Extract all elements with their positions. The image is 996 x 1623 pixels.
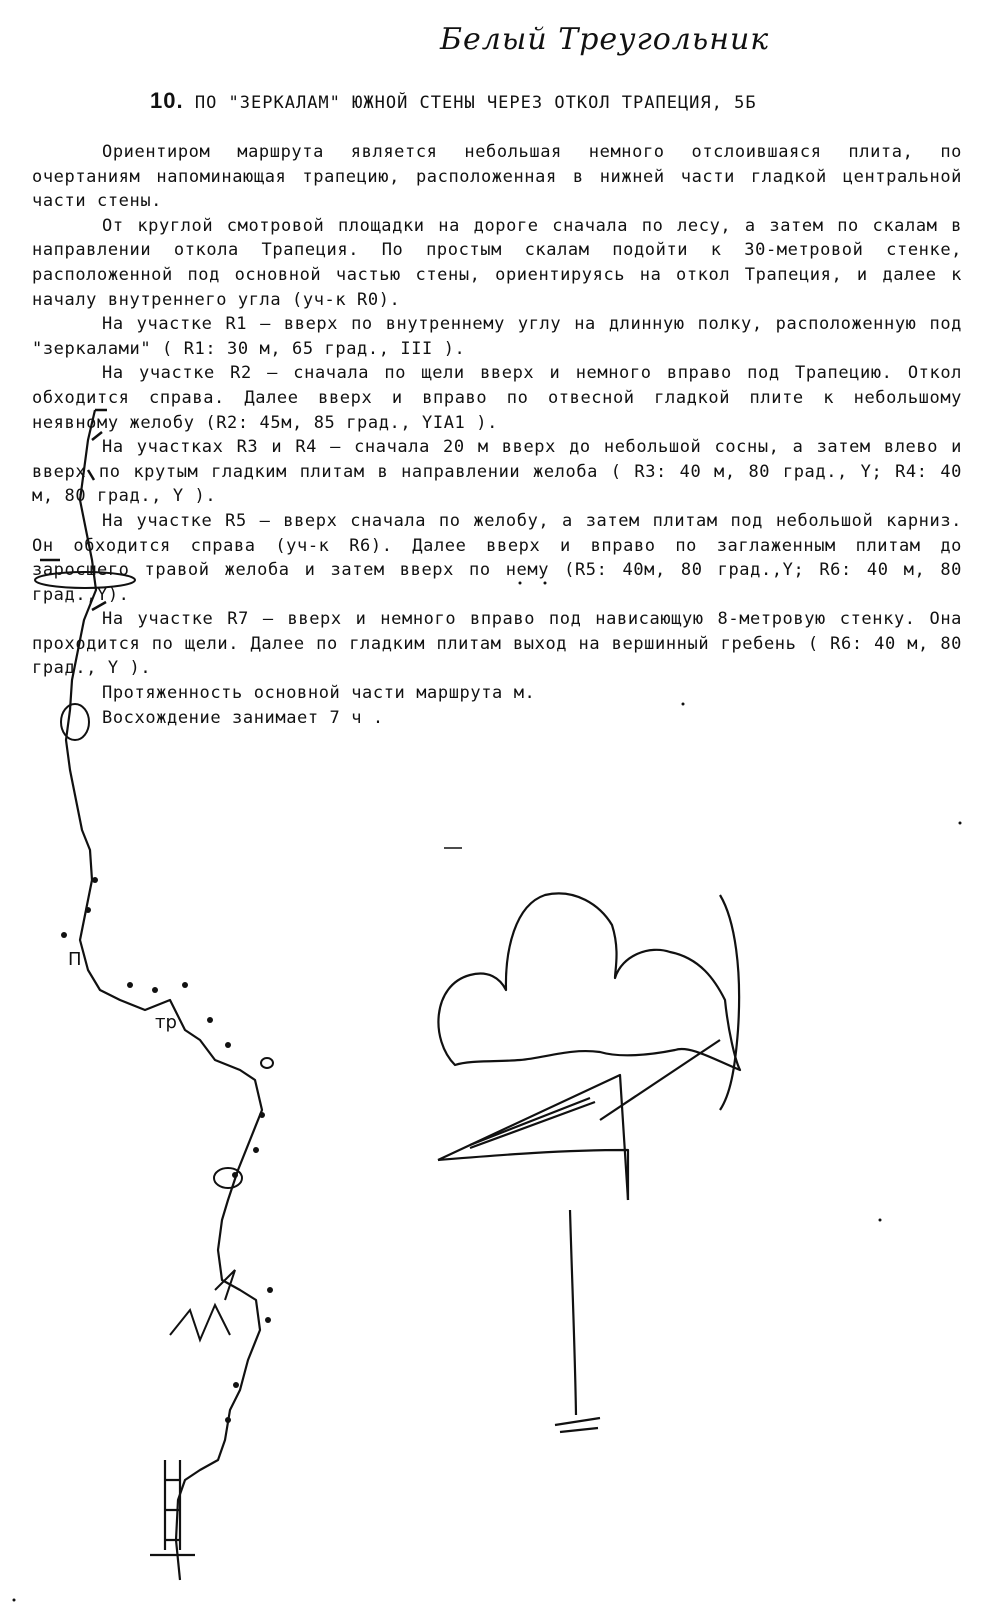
paragraph: На участке R7 – вверх и немного вправо под нависающую 8-метровую стенку. Она проходится по щели. Далее по гладким плитам выход на вершинный гребень ( R6: 40 м, 80 град., Y ). (32, 609, 962, 679)
route-number: 10. (150, 88, 184, 113)
tree-sketch (438, 893, 740, 1432)
label-p: П (68, 949, 82, 970)
dotted-route (61, 877, 273, 1423)
paragraph: На участке R1 – вверх по внутреннему углу на длинную полку, расположенную под "зеркалами" ( R1: 30 м, 65 град., III ). (32, 314, 962, 359)
paragraph: Протяженность основной части маршрута м. (102, 683, 536, 704)
label-tr: тр (155, 1012, 177, 1033)
paragraph: На участке R5 – вверх сначала по желобу, а затем плитам под небольшой карниз. Он обходится справа (уч-к R6). Далее вверх и вправо по заглаженным плитам до заросшего травой желоба и затем вверх по нему (R5: 40м, 80 град.,Y; R6: 40 м, 80 град.,Y). (32, 510, 962, 605)
paragraph: Восхождение занимает 7 ч . (102, 707, 384, 728)
handwritten-note: Белый Треугольник (440, 22, 770, 57)
route-title-text: ПО "ЗЕРКАЛАМ" ЮЖНОЙ СТЕНЫ ЧЕРЕЗ ОТКОЛ ТРАПЕЦИЯ, 5Б (194, 93, 757, 113)
paragraph: На участке R2 – сначала по щели вверх и немного вправо под Трапецию. Откол обходится справа. Далее вверх и вправо по отвесной гладкой плите к небольшому неявному желобу (R2: 45м, 85 град., YIA1 ). (32, 363, 962, 433)
route-line (66, 410, 262, 1580)
paragraph: На участках R3 и R4 – сначала 20 м вверх до небольшой сосны, а затем влево и вверх по крутым гладким плитам в направлении желоба ( R3: 40 м, 80 град., Y; R4: 40 м, 80 град., Y ). (32, 437, 962, 507)
paragraph: От круглой смотровой площадки на дороге сначала по лесу, а затем по скалам в направлении откола Трапеция. По простым скалам подойти к 30-метровой стенке, расположенной под основной частью стены, ориентируясь на откол Трапеция, и далее к началу внутреннего угла (уч-к R0). (32, 215, 962, 310)
paragraph: Ориентиром маршрута является небольшая немного отслоившаяся плита, по очертаниям напоминающая трапецию, расположенная в нижней части гладкой центральной части стены. (32, 142, 962, 212)
